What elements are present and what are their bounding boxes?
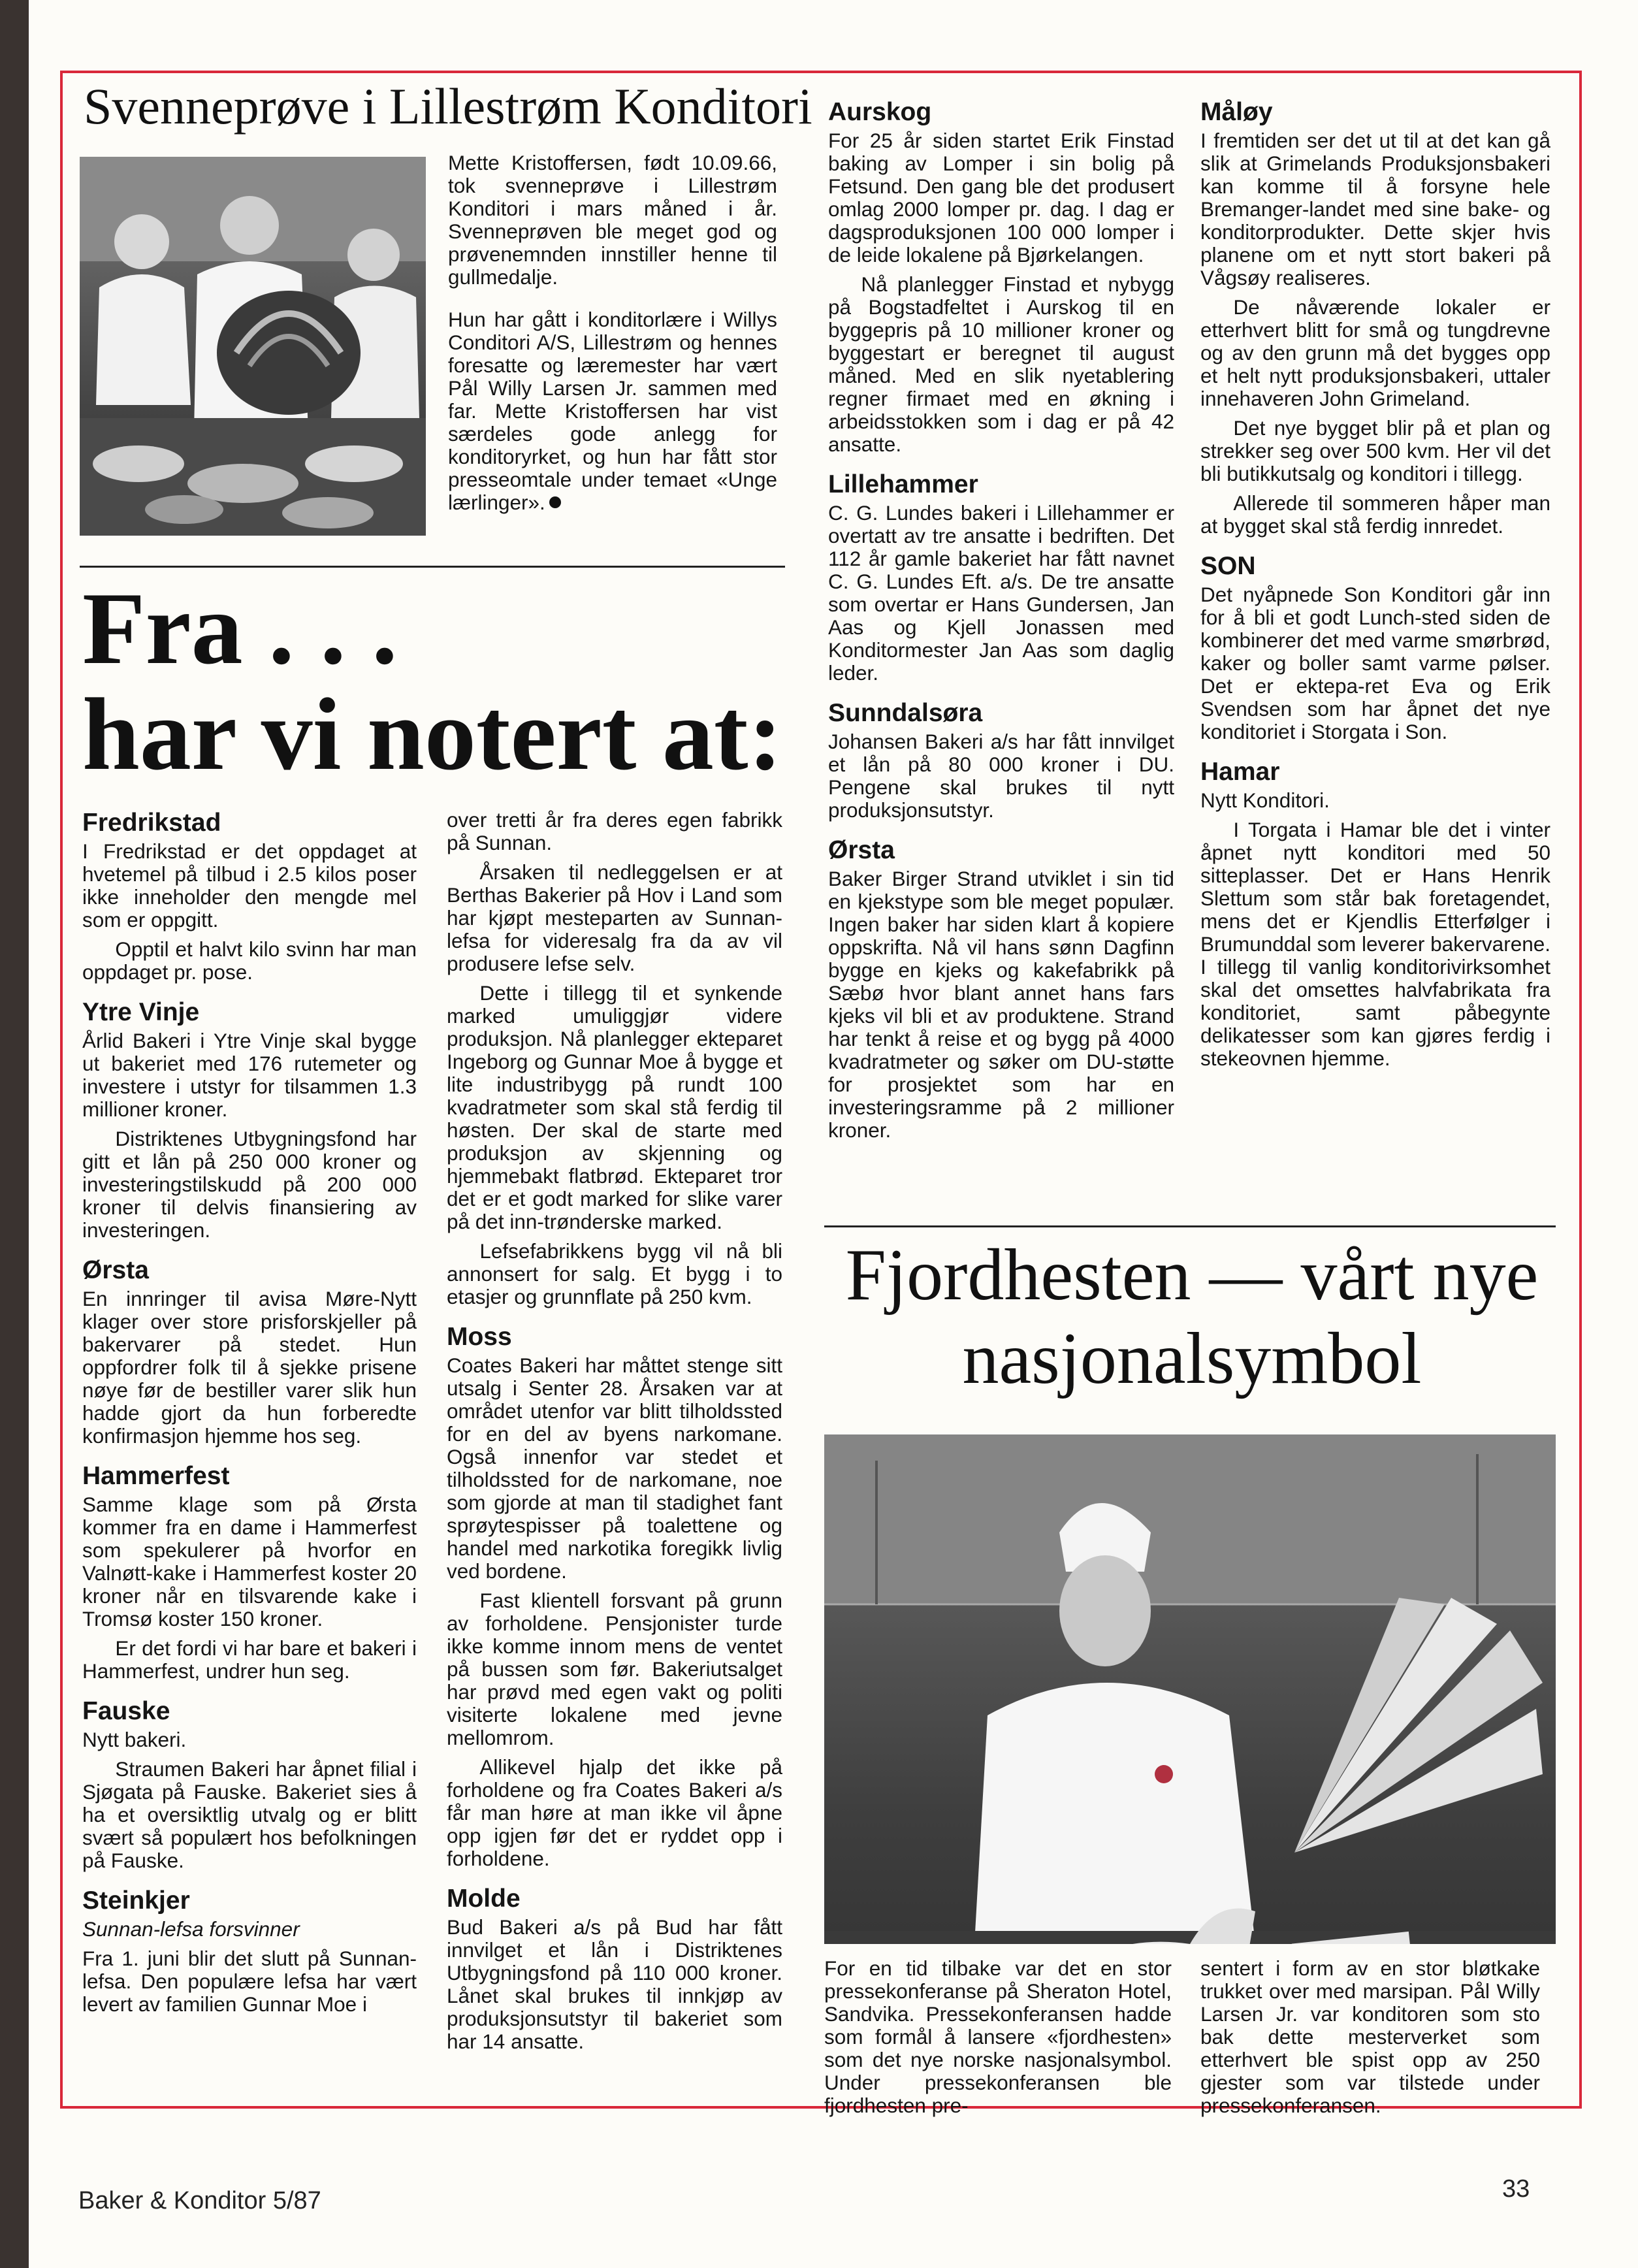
section-paragraph: En innringer til avisa Møre-Nytt klager over store prisforskjeller på bakervarer på stedet. Hun oppfordrer folk til å sjekke prisene nøye før de bestiller varer slik hun hadde gjort da hun forberedte konfirmasjon hjemme hos seg. [82,1287,417,1448]
column-3 [828,98,1174,1148]
section-heading: Sunndalsøra [828,699,983,727]
svenne-divider [80,566,785,568]
section-paragraph: Nå planlegger Finstad et nybygg på Bogstadfeltet i Aurskog til en byggepris på 10 millioner kroner og byggestart er beregnet til august måned. Med en slik nyetablering regner firmaet med en økning i arbeidsstokken som i dag er på 42 ansatte. [828,272,1174,456]
fjord-caption-left: For en tid tilbake var det en stor pressekonferanse på Sheraton Hotel, Sandvika. Pressekonferansen hadde som formål å lansere «fjordhesten» som det nye norske nasjonalsymbol. Under pressekonferansen ble fjordhesten pre- [824,1956,1172,2117]
fjord-divider [824,1225,1556,1227]
section-heading: Ørsta [82,1256,149,1284]
section-heading: Ørsta [828,836,895,864]
section-paragraph: Det nyåpnede Son Konditori går inn for å bli et godt Lunch-sted siden de kombinerer det med varme smørbrød, kaker og boller samt varme pølser. Det er ektepa-ret Eva og Erik Svendsen som har åpnet det nye konditoriet i Storgata i Son. [1200,583,1550,743]
section-heading: Moss [447,1323,512,1351]
fjord-photo [824,1434,1556,1944]
svenne-paragraph: Mette Kristoffersen, født 10.09.66, tok svenneprøve i Lillestrøm Konditori i mars måned i år. Svenneprøven ble meget god og prøvenemnden innstiller henne til gullmedalje. [448,151,777,289]
section-heading: Hamar [1200,758,1280,786]
end-bullet-icon [549,496,561,508]
section-paragraph: C. G. Lundes bakeri i Lillehammer er overtatt av tre ansatte i bedriften. Det 112 år gamle bakeriet har fått navnet C. G. Lundes Eft. a/s. De tre ansatte som overtar er Hans Gundersen, Jan Aas og Kjell Jonassen med Konditormester Jan Aas som daglig leder. [828,501,1174,685]
section-paragraph: Er det fordi vi har bare et bakeri i Hammerfest, undrer hun seg. [82,1636,417,1683]
section-paragraph: Johansen Bakeri a/s har fått innvilget et lån på 80 000 kroner i DU. Pengene skal brukes til nytt produksjonsutstyr. [828,730,1174,822]
section-paragraph: Årsaken til nedleggelsen er at Berthas Bakerier på Hov i Land som har kjøpt mesteparten av Sunnan-lefsa for videresalg fra da av vil produsere lefse selv. [447,860,782,975]
section-paragraph: Distriktenes Utbygningsfond har gitt et lån på 250 000 kroner og investeringstilskudd på 200 000 kroner til delvis finansiering av investeringen. [82,1127,417,1242]
column-1 [82,809,417,2022]
section-paragraph: Det nye bygget blir på et plan og strekker seg over 500 kvm. Her vil det bli butikkutsalg og konditori i tillegg. [1200,416,1550,485]
svenne-text [448,152,777,521]
section-paragraph: Lefsefabrikkens bygg vil nå bli annonsert for salg. Et bygg i to etasjer og grunnflate på 250 kvm. [447,1239,782,1308]
column-2 [447,809,782,2060]
svenne-photo [80,157,426,536]
section-paragraph: Opptil et halvt kilo svinn har man oppdaget pr. pose. [82,937,417,984]
fra-title-line2: har vi notert at: [82,677,783,792]
svenne-paragraph [448,308,777,514]
svenne-title: Svenneprøve i Lillestrøm Konditori [84,78,812,135]
footer-publication: Baker & Konditor 5/87 [78,2187,321,2214]
section-paragraph: I Torgata i Hamar ble det i vinter åpnet nytt konditori med 50 sitteplasser. Det er Hans Henrik Slettum som står bak foretagendet, mens det er Kjendlis Etterfølger i Brumunddal som leverer bakervarene. I tillegg til vanlig konditorivirksomhet skal det omsettes halvfabrikata fra konditoriet, samt påbegynte delikatesser som kan gjøres ferdig i stekeovnen hjemme. [1200,818,1550,1070]
section-heading: Ytre Vinje [82,998,200,1026]
section-heading: Aurskog [828,98,932,126]
section-paragraph: For 25 år siden startet Erik Finstad baking av Lomper i sin bolig på Fetsund. Den gang ble det produsert omlag 2000 lomper pr. dag. I dag er dagsproduksjonen 100 000 lomper i de leide lokalene på Bjørkelangen. [828,129,1174,267]
section-heading: SON [1200,552,1256,580]
section-paragraph: Coates Bakeri har måttet stenge sitt utsalg i Senter 28. Årsaken var at området utenfor var blitt tilholdssted for en del av byens narkomane. Også innenfor var stedet et tilholdssted for de narkomane, noe som gjorde at man til stadighet fant sprøytespisser på toalettene og handel med narkotika foregikk livlig ved bordene. [447,1353,782,1583]
section-paragraph: Fast klientell forsvant på grunn av forholdene. Pensjonister turde ikke komme innom mens de ventet på bussen som før. Bakeriutsalget har prøvd med egen vakt og politi visiterte lokalene med jevne mellomrom. [447,1589,782,1749]
section-paragraph: I Fredrikstad er det oppdaget at hvetemel på tilbud i 2.5 kilos poser ikke inneholder den mengde mel som er oppgitt. [82,839,417,932]
section-paragraph: Samme klage som på Ørsta kommer fra en dame i Hammerfest som spekulerer på hvorfor en Valnøtt-kake i Hammerfest koster 20 kroner når en tilsvarende kake i Tromsø koster 150 kroner. [82,1493,417,1630]
section-heading: Fredrikstad [82,809,221,837]
section-paragraph: Baker Birger Strand utviklet i sin tid en kjekstype som ble meget populær. Ingen baker har siden klart å kopiere oppskrifta. Nå vil hans sønn Dagfinn bygge en kjeks og kakefabrikk på Sæbø hvor blant annet hans fars kjeks vil bli et av produktene. Strand har tenkt å reise et og bygg på 4000 kvadratmeter og søker om DU-støtte for prosjektet som har en investeringsramme på 2 millioner kroner. [828,867,1174,1142]
section-paragraph: over tretti år fra deres egen fabrikk på Sunnan. [447,808,782,854]
section-paragraph: Allikevel hjalp det ikke på forholdene og fra Coates Bakeri a/s får man høre at man ikke vil åpne opp igjen før det er ryddet opp i forholdene. [447,1755,782,1870]
section-heading: Måløy [1200,98,1273,126]
section-paragraph: Fra 1. juni blir det slutt på Sunnan-lefsa. Den populære lefsa har vært levert av familien Gunnar Moe i [82,1947,417,2016]
column-4 [1200,98,1550,1077]
section-paragraph: Årlid Bakeri i Ytre Vinje skal bygge ut bakeriet med 176 rutemeter og investere i utstyr for tilsammen 1.3 millioner kroner. [82,1029,417,1121]
section-heading: Molde [447,1885,521,1913]
section-heading: Hammerfest [82,1462,230,1490]
section-paragraph: Nytt bakeri. [82,1728,187,1751]
section-paragraph: Allerede til sommeren håper man at bygget skal stå ferdig innredet. [1200,491,1550,538]
section-heading: Steinkjer [82,1887,190,1915]
section-heading: Fauske [82,1697,170,1725]
section-subheading: Sunnan-lefsa forsvinner [82,1917,300,1941]
section-paragraph: Bud Bakeri a/s på Bud har fått innvilget et lån i Distriktenes Utbygningsfond på 110 000 kroner. Lånet skal brukes til innkjøp av produksjonsutstyr til bakeriet som har 14 ansatte. [447,1915,782,2053]
section-paragraph: Nytt Konditori. [1200,788,1330,812]
svenne-paragraph-text: Hun har gått i konditorlære i Willys Conditori A/S, Lillestrøm og hennes foresatte og læremester har vært Pål Willy Larsen Jr. sammen med far. Mette Kristoffersen har vist særdeles gode anlegg for konditoryrket, og hun har fått stor presseomtale under temaet «Unge lærlinger». [448,308,777,514]
fjord-title-line2: nasjonalsymbol [962,1318,1422,1399]
fjord-title-line1: Fjordhesten — vårt nye [845,1235,1539,1316]
section-paragraph: Straumen Bakeri har åpnet filial i Sjøgata på Fauske. Bakeriet sies å ha et oversiktlig utvalg og er blitt svært så populært hos befolkningen på Fauske. [82,1757,417,1872]
section-paragraph: I fremtiden ser det ut til at det kan gå slik at Grimelands Produksjonsbakeri kan komme til å forsyne hele Bremanger-landet med sine bake- og konditorprodukter. Dette skjer hvis planene om et nytt stort bakeri på Vågsøy realiseres. [1200,129,1550,289]
section-paragraph: Dette i tillegg til et synkende marked umuliggjør videre produksjon. Nå planlegger ekteparet Ingeborg og Gunnar Moe å bygge et lite industribygg på rundt 100 kvadratmeter som skal stå ferdig til høsten. Der skal de starte med produksjon av skjenning og hjemmebakt flatbrød. Ekteparet tror det er et godt marked for slike varer på det inn-trønderske marked. [447,981,782,1233]
fjord-caption-right: sentert i form av en stor bløtkake trukket over med marsipan. Pål Willy Larsen Jr. var konditoren som sto bak dette mesterverket som etterhvert ble spist opp av 250 gjester som var tilstede under pressekonferansen. [1200,1956,1540,2117]
section-heading: Lillehammer [828,470,978,498]
fra-title-line1: Fra . . . [82,572,398,686]
column-2-sections [447,1323,782,2053]
page-number: 33 [1502,2175,1530,2203]
page-binding-edge [0,0,29,2268]
section-paragraph: De nåværende lokaler er etterhvert blitt for små og tungdrevne og av den grunn må det bygges opp et helt nytt produksjonsbakeri, uttaler innehaveren John Grimeland. [1200,295,1550,410]
